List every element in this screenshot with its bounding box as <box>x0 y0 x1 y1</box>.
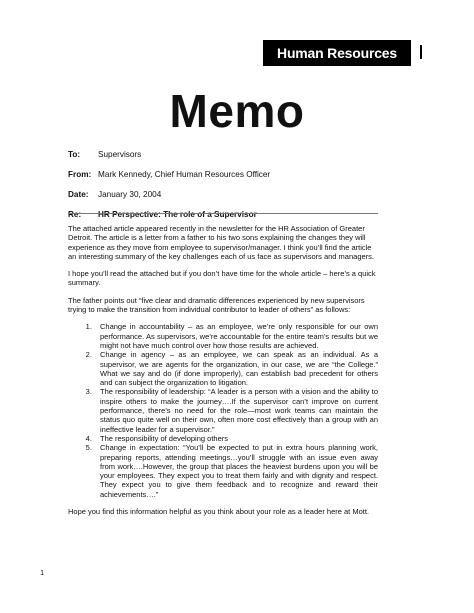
differences-list <box>68 322 378 499</box>
list-item: 1. Change in accountability – as an employee, we’re only responsible for our own performance. As supervisors, we’re accountable for the entire team’s results but we might not have much control over how those results are achieved. <box>94 322 378 350</box>
header-divider <box>68 213 378 214</box>
father-points-paragraph: The father points out “five clear and dramatic differences experienced by new supervisors trying to make the transition from individual contributor to leader of others” as follows: <box>68 295 365 315</box>
summary-paragraph: I hope you’ll read the attached but if you don’t have time for the whole article – here’s a quick summary. <box>68 269 376 288</box>
memo-body <box>68 224 378 524</box>
memo-title: Memo <box>169 85 305 137</box>
list-item: 2. Change in agency – as an employee, we can speak as an individual. As a supervisor, we are agents for the organization, in our case, we are “the College.” What we say and do (if done improperly), can establish bad precedent for others and can subject the organization to litigation. <box>94 350 378 387</box>
department-banner: Human Resources <box>263 40 411 66</box>
date-label: Date: <box>68 189 89 199</box>
re-label: Re: <box>68 209 82 219</box>
to-value: Supervisors <box>98 149 142 159</box>
date-value: January 30, 2004 <box>98 189 162 199</box>
closing-paragraph: Hope you find this information helpful as you think about your role as a leader here at Mott. <box>68 507 370 517</box>
from-label: From: <box>68 169 92 179</box>
from-row <box>68 164 408 184</box>
banner-accent-mark <box>420 45 422 59</box>
list-item: 4. The responsibility of developing others <box>94 434 378 443</box>
re-value: HR Perspective: The role of a Supervisor <box>98 209 257 219</box>
page-number: 1 <box>40 568 45 577</box>
list-item: 5. Change in expectation: “You’ll be expected to put in extra hours planning work, preparing reports, attending meetings…you’ll struggle with an issue even away from work….However, the group that places the heaviest burdens upon you will be your employees. They expect you to treat them fairly and with dignity and respect. They expect you to give them feedback and to recognize and reward their achievements….” <box>94 443 378 499</box>
re-row <box>68 204 408 224</box>
date-row <box>68 184 408 204</box>
from-value: Mark Kennedy, Chief Human Resources Officer <box>98 169 271 179</box>
to-row <box>68 144 408 164</box>
memo-header-fields <box>68 144 408 224</box>
list-item: 3. The responsibility of leadership: “A leader is a person with a vision and the ability to inspire others to make the journey….If the supervisor can’t improve on current performance, there’s no need for the role—most work teams can maintain the status quo quite well on their own, often more cost effectively than a group with an ineffective leader for a supervisor.” <box>94 387 378 433</box>
intro-paragraph: The attached article appeared recently in the newsletter for the HR Association of Greater Detroit. The article is a letter from a father to his two sons explaining the changes they will experience as they move from employee to supervisor/manager. I think you’ll find the article an interesting summary of the key challenges each of us face as supervisors and managers. <box>68 224 374 261</box>
to-label: To: <box>68 149 81 159</box>
